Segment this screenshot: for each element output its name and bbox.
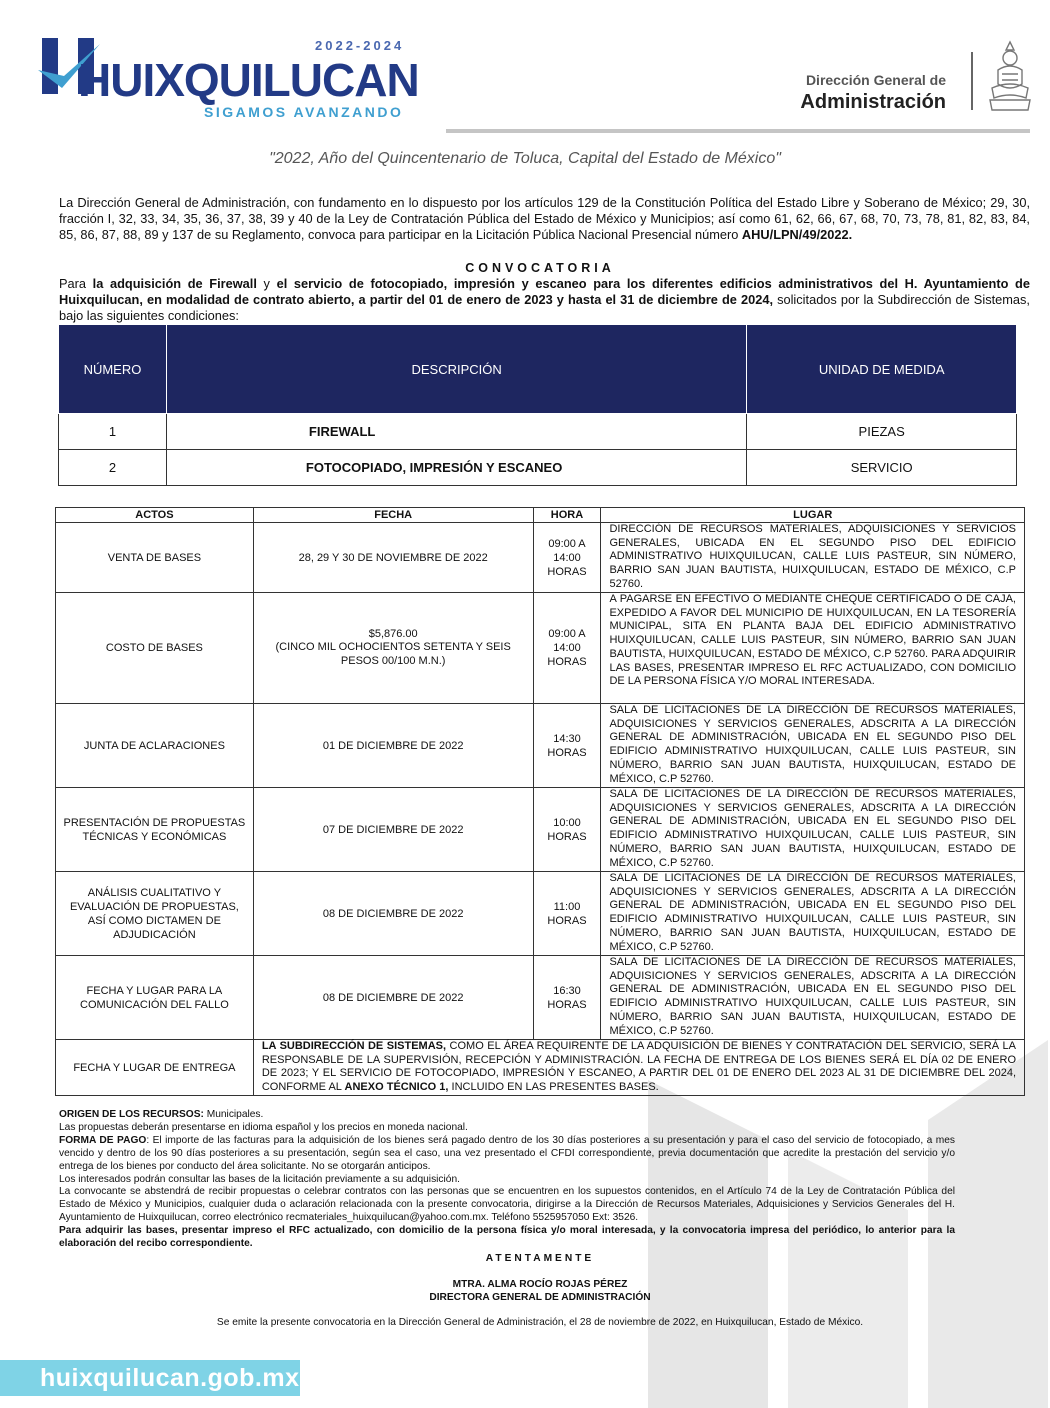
act-time: 09:00 A 14:00 HORAS — [533, 523, 601, 593]
act-date-line: 08 DE DICIEMBRE DE 2022 — [322, 991, 464, 1004]
act-date — [253, 872, 533, 956]
items-header-row — [59, 325, 1017, 414]
act-name: VENTA DE BASES — [56, 523, 254, 593]
act-place: SALA DE LICITACIONES DE LA DIRECCIÓN DE RECURSOS MATERIALES, ADQUISICIONES Y SERVICIOS GENERALES, ADSCRITA A LA DIRECCIÓN GENERAL DE ADMINISTRACIÓN, UBICADA EN EL SEGUNDO PISO DEL EDIFICIO ADMINISTRATIVO HUIXQUILUCAN, CALLE LUIS PASTEUR, SIN NÚMERO, BARRIO SAN JUAN BAUTISTA, HUIXQUILUCAN, ESTADO DE MÉXICO, C.P 52760. — [601, 956, 1025, 1040]
item-description: FOTOCOPIADO, IMPRESIÓN Y ESCANEO — [166, 450, 746, 486]
delivery-text-1: COMO EL ÁREA REQUIRENTE DE LA ADQUISICIÓN DE BIENES Y CONTRATACIÓN DEL SERVICIO, SERÁ LA RESPONSABLE DE LA SUPERVISIÓN, RECEPCIÓN Y ADMINISTRACIÓN. LA FECHA DE ENTREGA DE LOS BIENES SERÁ EL DÍA 02 DE ENERO DE 2023; Y EL SERVICIO DE FOTOCOPIADO, IMPRESIÓN Y ESCANEO, A PARTIR DEL 01 DE ENERO DEL 2023 AL 31 DE DICIEMBRE DEL 2024, CONFORME AL — [261, 1040, 1016, 1094]
year-motto: "2022, Año del Quincentenario de Toluca, Capital del Estado de México" — [269, 150, 781, 167]
table-row — [56, 872, 1025, 956]
logo-name: HUIXQUILUCAN — [78, 54, 419, 106]
department-subtitle: Dirección General de — [805, 72, 946, 88]
delivery-bold-1: LA SUBDIRECCIÓN DE SISTEMAS, — [261, 1040, 447, 1052]
act-name: ANÁLISIS CUALITATIVO Y EVALUACIÓN DE PROPUESTAS, ASÍ COMO DICTAMEN DE ADJUDICACIÓN — [56, 872, 254, 956]
acts-header-acts: ACTOS — [56, 508, 254, 523]
table-row — [59, 414, 1017, 450]
delivery-details — [253, 1040, 1024, 1096]
signer-name: MTRA. ALMA ROCÍO ROJAS PÉREZ — [452, 1279, 628, 1290]
act-place: SALA DE LICITACIONES DE LA DIRECCIÓN DE RECURSOS MATERIALES, ADQUISICIONES Y SERVICIOS GENERALES, ADSCRITA A LA DIRECCIÓN GENERAL DE ADMINISTRACIÓN, UBICADA EN EL SEGUNDO PISO DEL EDIFICIO ADMINISTRATIVO HUIXQUILUCAN, CALLE LUIS PASTEUR, SIN NÚMERO, BARRIO SAN JUAN BAUTISTA, HUIXQUILUCAN, ESTADO DE MÉXICO, C.P 52760. — [601, 872, 1025, 956]
acts-header-place: LUGAR — [601, 508, 1025, 523]
act-name: COSTO DE BASES — [56, 593, 254, 704]
act-time: 11:00 HORAS — [533, 872, 601, 956]
rfc-line — [59, 1225, 955, 1251]
origin-label: ORIGEN DE LOS RECURSOS: — [59, 1109, 204, 1120]
act-date — [253, 956, 533, 1040]
items-table — [58, 324, 1017, 486]
municipal-seal-icon — [986, 40, 1034, 112]
origin-line — [59, 1109, 955, 1122]
acts-header-row — [56, 508, 1025, 523]
header-rule — [446, 129, 1030, 133]
act-time: 10:00 HORAS — [533, 788, 601, 872]
items-header-unit: UNIDAD DE MEDIDA — [747, 325, 1017, 414]
purpose-paragraph — [59, 276, 1030, 324]
consult-line: Los interesados podrán consultar las bases de la licitación previamente a su adquisición. — [59, 1173, 460, 1185]
table-row — [56, 956, 1025, 1040]
purpose-text-2: y — [256, 276, 277, 291]
website-banner[interactable]: huixquilucan.gob.mx — [0, 1360, 300, 1396]
delivery-text-2: INCLUIDO EN LAS PRESENTES BASES. — [448, 1081, 659, 1094]
items-header-number: NÚMERO — [59, 325, 167, 414]
act-date — [253, 788, 533, 872]
act-name: PRESENTACIÓN DE PROPUESTAS TÉCNICAS Y ECONÓMICAS — [56, 788, 254, 872]
act-name: FECHA Y LUGAR PARA LA COMUNICACIÓN DEL FALLO — [56, 956, 254, 1040]
act-place: SALA DE LICITACIONES DE LA DIRECCIÓN DE RECURSOS MATERIALES, ADQUISICIONES Y SERVICIOS GENERALES, ADSCRITA A LA DIRECCIÓN GENERAL DE ADMINISTRACIÓN, UBICADA EN EL SEGUNDO PISO DEL EDIFICIO ADMINISTRATIVO HUIXQUILUCAN, CALLE LUIS PASTEUR, SIN NÚMERO, BARRIO SAN JUAN BAUTISTA, HUIXQUILUCAN, ESTADO DE MÉXICO, C.P 52760. — [601, 704, 1025, 788]
payment-line — [59, 1135, 955, 1174]
logo-years: 2022-2024 — [315, 38, 405, 53]
item-description: FIREWALL — [166, 414, 746, 450]
rfc-text: Para adquirir las bases, presentar impreso el RFC actualizado, con domicilio de la persona física y/o moral interesada, y la convocatoria impresa del periódico, lo anterior para la elaboración del recibo correspondiente. — [59, 1225, 955, 1250]
department-title: Administración — [800, 91, 946, 113]
act-place: A PAGARSE EN EFECTIVO O MEDIANTE CHEQUE CERTIFICADO O DE CAJA, EXPEDIDO A FAVOR DEL MUNICIPIO DE HUIXQUILUCAN, EN LA TESORERÍA MUNICIPAL, SITA EN PLANTA BAJA DEL EDIFICIO ADMINISTRATIVO HUIXQUILUCAN, CALLE LUIS PASTEUR, SIN NÚMERO, BARRIO SAN JUAN BAUTISTA, HUIXQUILUCAN, ESTADO DE MÉXICO, C.P 52760. PARA ADQUIRIR LAS BASES, PRESENTAR IMPRESO EL RFC ACTUALIZADO, CON DOMICILIO DE LA PERSONA FÍSICA Y/O MORAL INTERESADA. — [601, 593, 1025, 704]
act-time: 09:00 A 14:00 HORAS — [533, 593, 601, 704]
act-date — [253, 593, 533, 704]
table-row — [56, 1040, 1025, 1096]
intro-paragraph — [59, 195, 1030, 243]
items-header-description: DESCRIPCIÓN — [166, 325, 746, 414]
act-time: 16:30 HORAS — [533, 956, 601, 1040]
language-line: Las propuestas deberán presentarse en idioma español y los precios en moneda nacional. — [59, 1121, 468, 1133]
table-row — [56, 788, 1025, 872]
intro-text: La Dirección General de Administración, con fundamento en lo dispuesto por los artículos 129 de la Constitución Política del Estado Libre y Soberano de México; 29, 30, fracción I, 32, 33, 34, 35, 36, 37, 38, 39 y 40 de la Ley de Contratación Pública del Estado de México y Municipios; así como 61, 62, 66, 67, 68, 70, 73, 78, 81, 82, 83, 84, 85, 86, 87, 88, 89 y 137 de su Reglamento, convoca para participar en la Licitación Pública Nacional Presencial número — [59, 195, 1030, 242]
act-date-line: 07 DE DICIEMBRE DE 2022 — [322, 823, 464, 836]
act-date-line: $5,876.00 — [368, 628, 418, 640]
act-date — [253, 704, 533, 788]
act-time: 14:30 HORAS — [533, 704, 601, 788]
act-date-line: 01 DE DICIEMBRE DE 2022 — [322, 739, 464, 752]
signature-block — [0, 1278, 1050, 1304]
act-date-line: 08 DE DICIEMBRE DE 2022 — [322, 907, 464, 920]
tender-number: AHU/LPN/49/2022. — [741, 227, 853, 242]
convocatoria-title: CONVOCATORIA — [465, 261, 615, 275]
item-unit: SERVICIO — [747, 450, 1017, 486]
delivery-bold-2: ANEXO TÉCNICO 1, — [344, 1081, 449, 1094]
department-heading — [800, 72, 946, 114]
payment-label: FORMA DE PAGO — [59, 1134, 147, 1146]
footer-notes — [59, 1109, 955, 1251]
act-place: SALA DE LICITACIONES DE LA DIRECCIÓN DE RECURSOS MATERIALES, ADQUISICIONES Y SERVICIOS GENERALES, ADSCRITA A LA DIRECCIÓN GENERAL DE ADMINISTRACIÓN, UBICADA EN EL SEGUNDO PISO DEL EDIFICIO ADMINISTRATIVO HUIXQUILUCAN, CALLE LUIS PASTEUR, SIN NÚMERO, BARRIO SAN JUAN BAUTISTA, HUIXQUILUCAN, ESTADO DE MÉXICO, C.P 52760. — [601, 788, 1025, 872]
act-date — [253, 523, 533, 593]
table-row — [56, 704, 1025, 788]
item-number: 1 — [59, 414, 167, 450]
emission-note: Se emite la presente convocatoria en la Dirección General de Administración, el 28 de noviembre de 2022, en Huixquilucan, Estado de México. — [216, 1317, 864, 1328]
payment-value: : El importe de las facturas para la adquisición de los bienes será pagado dentro de los 30 días posteriores a su presentación y para el caso del servicio de fotocopiado, a mes vencido y dentro de los 90 días posteriores a su presentación, según sea el caso, una vez presentado el CFDI correspondiente, previa documentación que acredite la prestación del servicio y/o entrega de los bienes por conducto del área solicitante. No se otorgarán anticipos. — [59, 1134, 955, 1172]
huixquilucan-logo — [38, 30, 438, 130]
item-unit: PIEZAS — [747, 414, 1017, 450]
atentamente: ATENTAMENTE — [485, 1253, 595, 1264]
signer-title: DIRECTORA GENERAL DE ADMINISTRACIÓN — [429, 1292, 651, 1303]
act-date-line: 28, 29 Y 30 DE NOVIEMBRE DE 2022 — [298, 551, 488, 564]
act-date-detail: (CINCO MIL OCHOCIENTOS SETENTA Y SEIS PESOS 00/100 M.N.) — [275, 641, 511, 667]
header-divider — [971, 52, 973, 110]
purpose-text-1: Para — [59, 276, 93, 291]
act-place: DIRECCIÓN DE RECURSOS MATERIALES, ADQUISICIONES Y SERVICIOS GENERALES, UBICADA EN EL SEGUNDO PISO DEL EDIFICIO ADMINISTRATIVO HUIXQUILUCAN, CALLE LUIS PASTEUR, SIN NÚMERO, BARRIO SAN JUAN BAUTISTA, HUIXQUILUCAN, ESTADO DE MÉXICO, C.P 52760. — [601, 523, 1025, 593]
acts-header-date: FECHA — [253, 508, 533, 523]
logo-slogan: SIGAMOS AVANZANDO — [204, 104, 404, 120]
purpose-text-3: solicitados por la Subdirección de Sistemas, bajo las siguientes condiciones: — [59, 292, 1030, 323]
table-row — [56, 593, 1025, 704]
acts-header-time: HORA — [533, 508, 601, 523]
purpose-bold-1: la adquisición de Firewall — [92, 276, 257, 291]
delivery-act-name: FECHA Y LUGAR DE ENTREGA — [56, 1040, 254, 1096]
table-row — [56, 523, 1025, 593]
purpose-bold-2: el servicio de fotocopiado, impresión y escaneo para los diferentes edificios administrativos del H. Ayuntamiento de Huixquilucan, en modalidad de contrato abierto, a partir del 01 de enero de 2023 y hasta el 31 de diciembre de 2024, — [59, 276, 1030, 307]
table-row — [59, 450, 1017, 486]
item-number: 2 — [59, 450, 167, 486]
act-name: JUNTA DE ACLARACIONES — [56, 704, 254, 788]
origin-value: Municipales. — [203, 1109, 264, 1120]
acts-table — [55, 507, 1025, 1096]
abstain-line: La convocante se abstendrá de recibir propuestas o celebrar contratos con las personas que se encuentren en los supuestos contenidos, en el Artículo 74 de la Ley de Contratación Pública del Estado de México y Municipios, cualquier duda o aclaración relacionada con la presente convocatoria, dirigirse a la Dirección de Recursos Materiales, Adquisiciones y Servicios Generales del H. Ayuntamiento de Huixquilucan, correo electrónico recmateriales_huixquilucan@yahoo.com.mx. Teléfono 5525957050 Ext: 3526. — [59, 1186, 955, 1224]
